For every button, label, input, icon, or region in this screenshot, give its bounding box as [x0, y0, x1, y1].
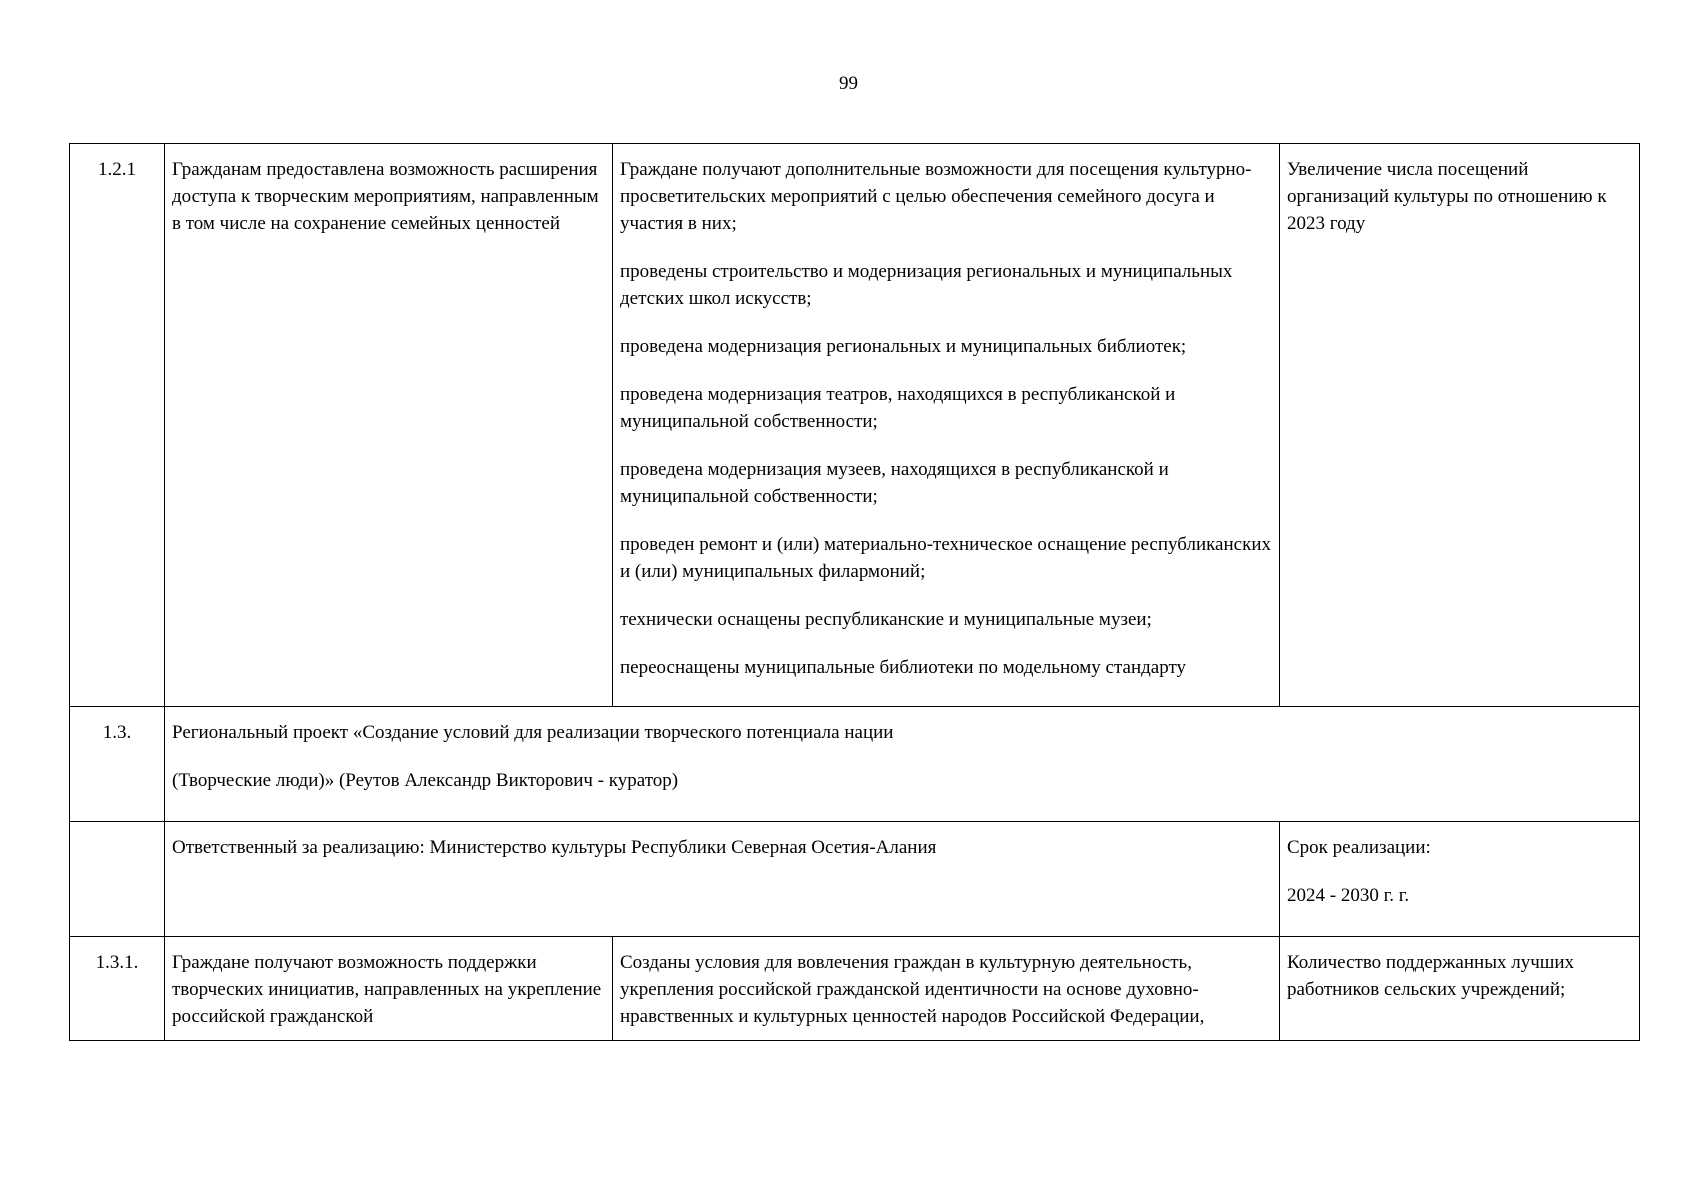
project-title-line: Региональный проект «Создание условий для реализации творческого потенциала нации	[172, 722, 894, 743]
result-item: технически оснащены республиканские и муниципальные музеи;	[620, 609, 1152, 630]
page-number: 99	[839, 73, 858, 94]
task-cell: Граждане получают возможность поддержки творческих инициатив, направленных на укрепление российской гражданской	[165, 937, 613, 1041]
row-number-cell: 1.3.1.	[70, 937, 165, 1041]
results-cell: Созданы условия для вовлечения граждан в культурную деятельность, укрепления российской гражданской идентичности на основе духовно-нравственных и культурных ценностей народов Российской Федерации,	[613, 937, 1280, 1041]
indicator-cell: Увеличение числа посещений организаций культуры по отношению к 2023 году	[1280, 144, 1640, 707]
result-item: проведена модернизация региональных и муниципальных библиотек;	[620, 336, 1187, 357]
responsible-cell: Ответственный за реализацию: Министерство культуры Республики Северная Осетия-Алания	[165, 822, 1280, 937]
result-item: проведена модернизация музеев, находящихся в республиканской и муниципальной собственности;	[620, 459, 1169, 507]
indicator-cell: Количество поддержанных лучших работников сельских учреждений;	[1280, 937, 1640, 1041]
empty-number-cell	[70, 822, 165, 937]
table-row-1-3-1	[70, 937, 1640, 1041]
table-row-1-2-1	[70, 144, 1640, 707]
table-row-1-3	[70, 707, 1640, 822]
row-number-cell: 1.2.1	[70, 144, 165, 707]
term-value: 2024 - 2030 г. г.	[1287, 885, 1410, 906]
results-cell	[613, 144, 1280, 707]
result-item: проведена модернизация театров, находящихся в республиканской и муниципальной собственности;	[620, 384, 1176, 432]
term-cell	[1280, 822, 1640, 937]
term-label: Срок реализации:	[1287, 837, 1431, 858]
result-item: проведены строительство и модернизация региональных и муниципальных детских школ искусств;	[620, 261, 1233, 309]
result-item: переоснащены муниципальные библиотеки по модельному стандарту	[620, 657, 1187, 678]
result-item: Граждане получают дополнительные возможности для посещения культурно-просветительских мероприятий с целью обеспечения семейного досуга и участия в них;	[620, 159, 1252, 234]
project-title-line: (Творческие люди)» (Реутов Александр Викторович - куратор)	[172, 770, 679, 791]
task-cell: Гражданам предоставлена возможность расширения доступа к творческим мероприятиям, направленным в том числе на сохранение семейных ценностей	[165, 144, 613, 707]
program-table	[69, 143, 1640, 1041]
table-row-responsible	[70, 822, 1640, 937]
project-title-cell	[165, 707, 1640, 822]
result-item: проведен ремонт и (или) материально-техническое оснащение республиканских и (или) муниципальных филармоний;	[620, 534, 1271, 582]
row-number-cell: 1.3.	[70, 707, 165, 822]
